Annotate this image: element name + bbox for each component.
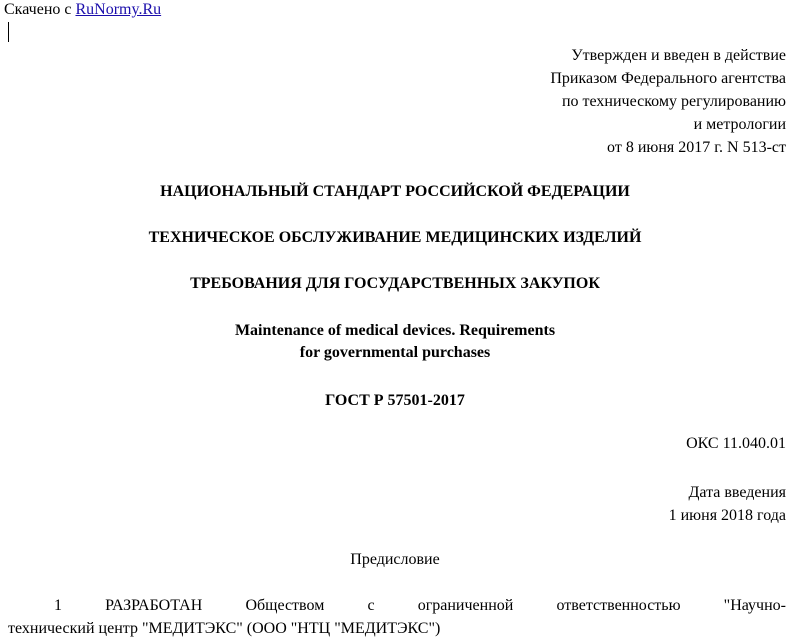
introduction-date-label: Дата введения xyxy=(688,484,786,501)
approval-block xyxy=(550,44,786,159)
national-standard-heading: НАЦИОНАЛЬНЫЙ СТАНДАРТ РОССИЙСКОЙ ФЕДЕРАЦИИ xyxy=(160,183,630,200)
source-line xyxy=(4,0,161,20)
document-title-en-line: for governmental purchases xyxy=(299,344,491,361)
preface-item-1-line: 1 РАЗРАБОТАН Обществом с ограниченной ответственностью "Научно- xyxy=(54,597,786,614)
document-title-ru-1: ТЕХНИЧЕСКОЕ ОБСЛУЖИВАНИЕ МЕДИЦИНСКИХ ИЗДЕЛИЙ xyxy=(148,229,642,246)
approval-line: от 8 июня 2017 г. N 513-ст xyxy=(607,139,786,156)
source-prefix: Скачено с xyxy=(4,1,76,18)
preface-heading: Предисловие xyxy=(350,551,440,568)
approval-line: и метрологии xyxy=(693,116,786,133)
introduction-date-block xyxy=(669,481,786,527)
oks-code: ОКС 11.040.01 xyxy=(686,435,786,452)
document-title-en-line: Maintenance of medical devices. Requirements xyxy=(234,322,556,339)
preface-item-1 xyxy=(8,594,786,640)
approval-line: Приказом Федерального агентства xyxy=(550,70,786,87)
approval-line: по техническому регулированию xyxy=(561,93,786,110)
introduction-date-value: 1 июня 2018 года xyxy=(668,507,786,524)
approval-line: Утвержден и введен в действие xyxy=(571,47,786,64)
document-title-en xyxy=(0,320,790,364)
source-link[interactable]: RuNormy.Ru xyxy=(75,1,162,18)
preface-item-1-line: технический центр "МЕДИТЭКС" (ООО "НТЦ "МЕДИТЭКС") xyxy=(8,620,441,637)
text-cursor xyxy=(8,22,9,42)
gost-number: ГОСТ Р 57501-2017 xyxy=(325,392,465,409)
document-title-ru-2: ТРЕБОВАНИЯ ДЛЯ ГОСУДАРСТВЕННЫХ ЗАКУПОК xyxy=(190,275,600,292)
